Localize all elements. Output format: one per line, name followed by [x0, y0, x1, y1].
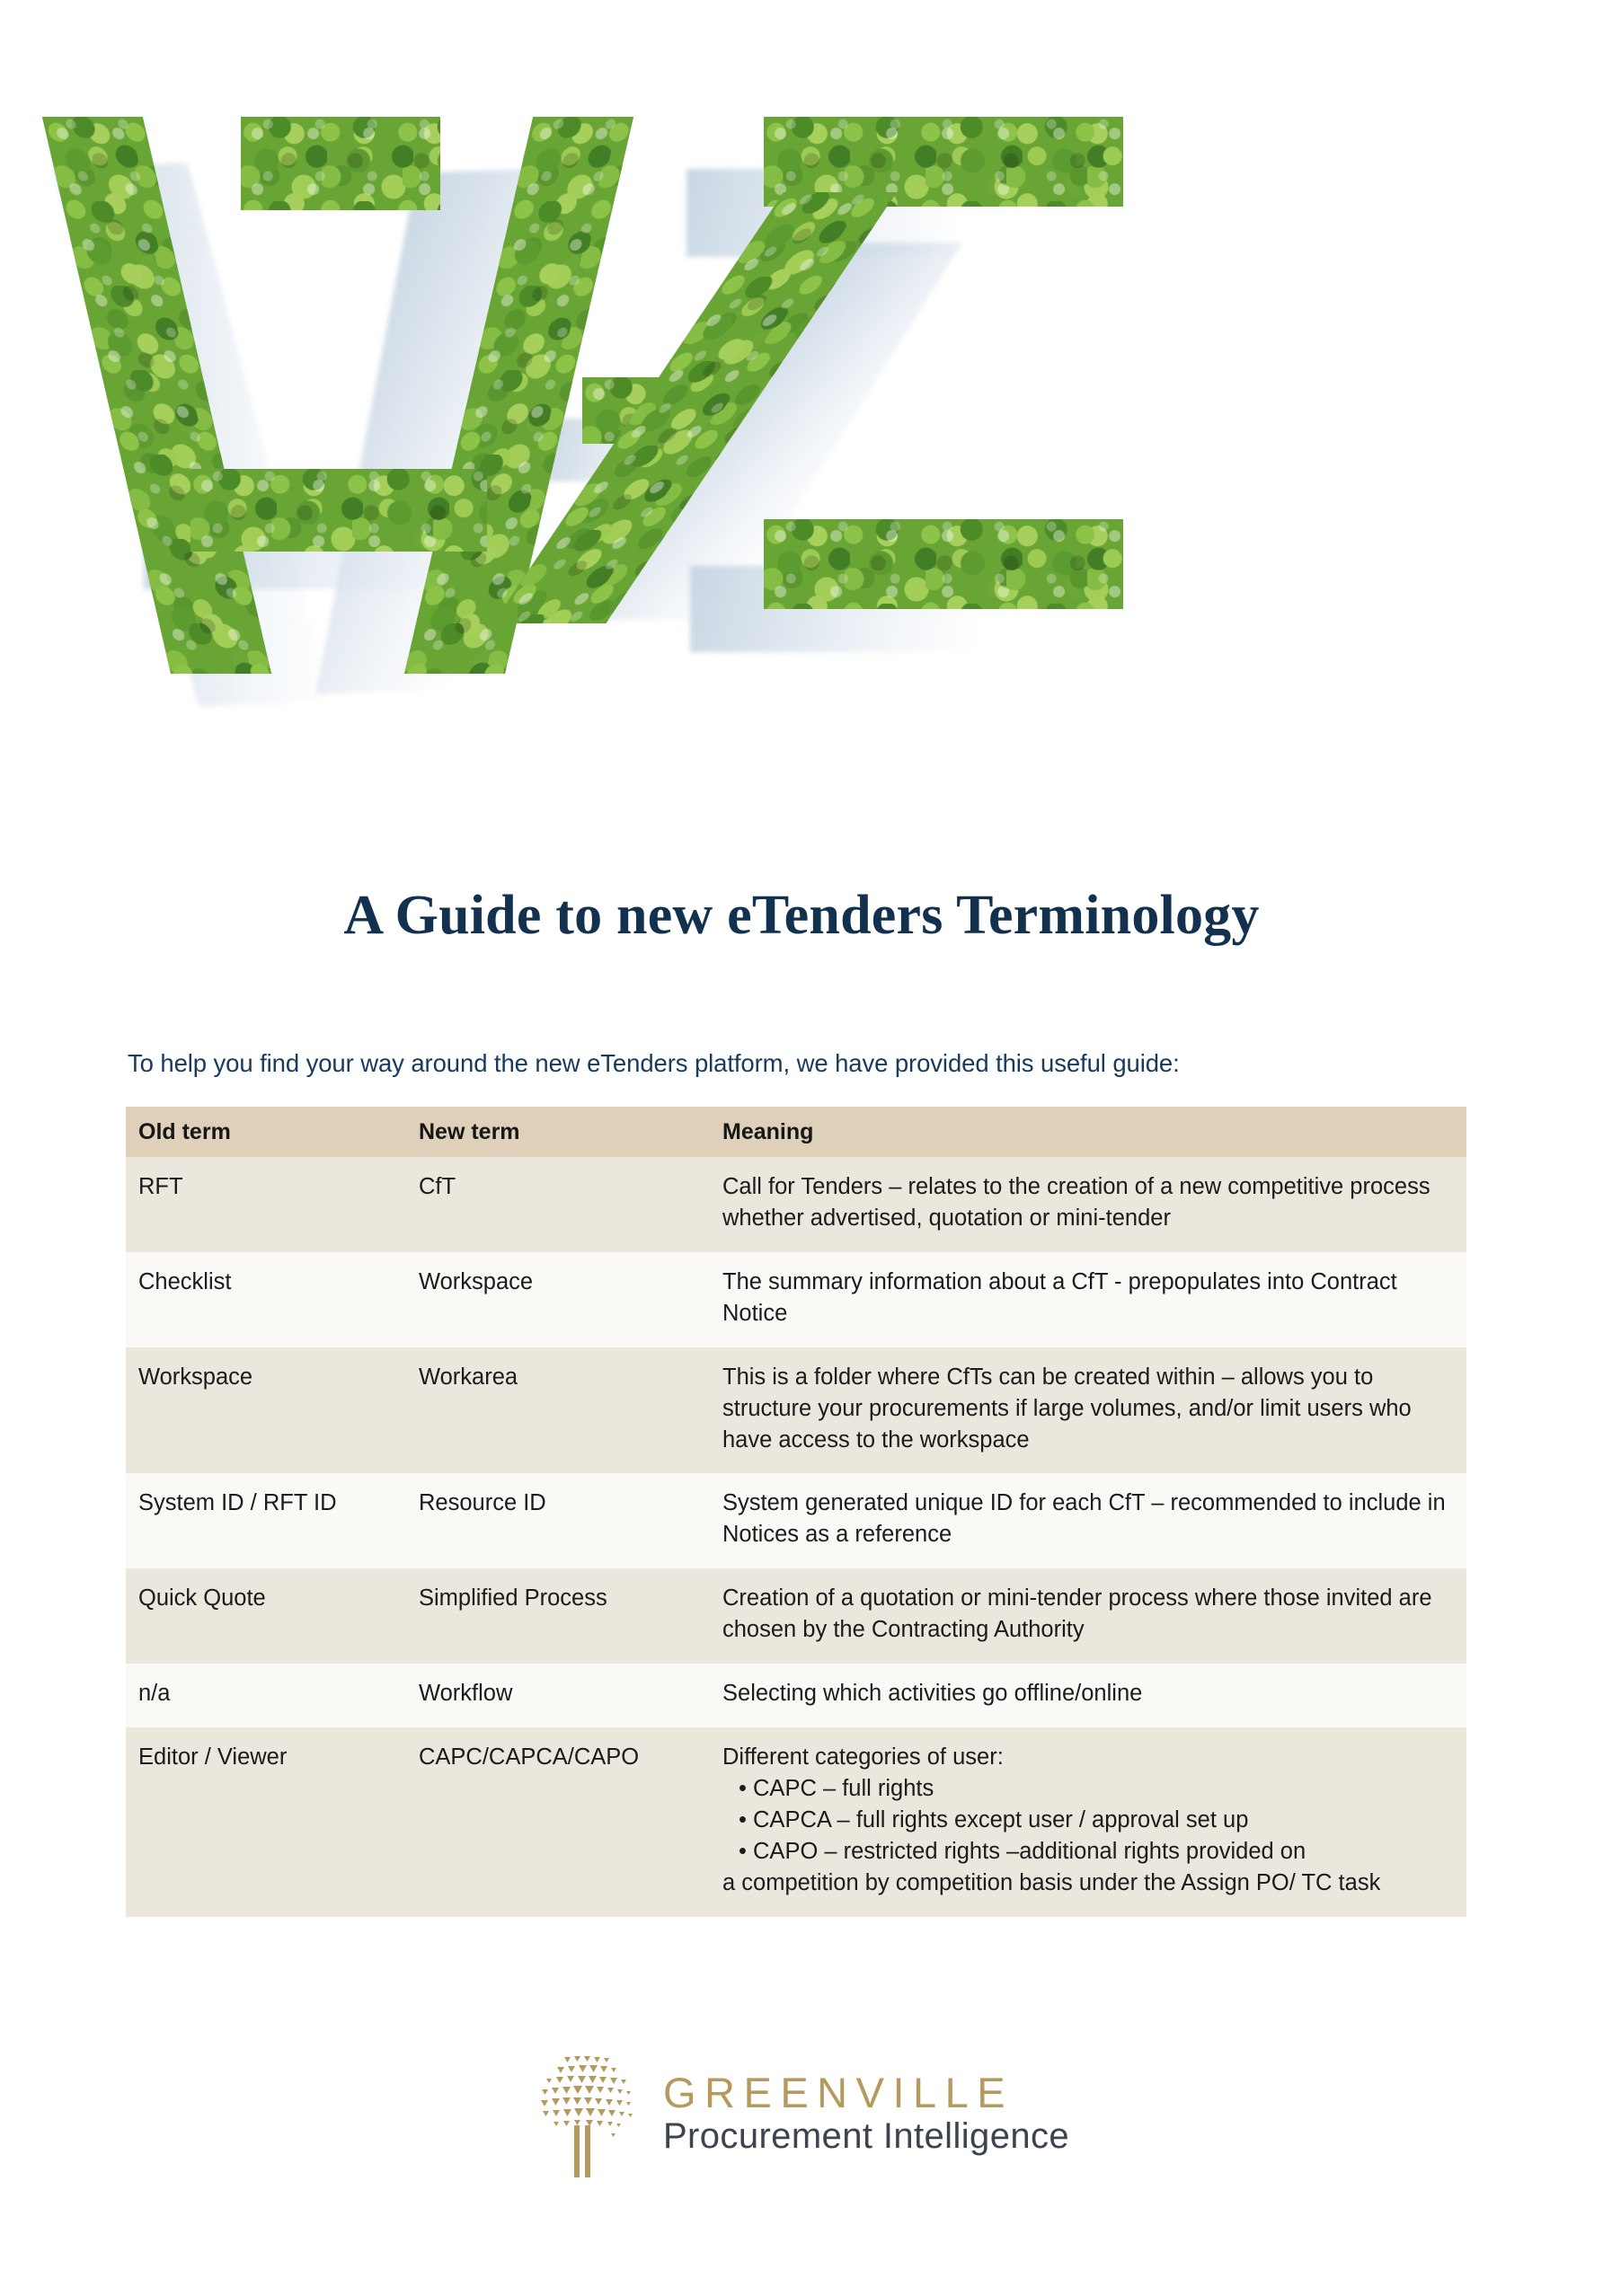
- cell-old-term: Workspace: [126, 1347, 412, 1474]
- table-body: [126, 1157, 1466, 1917]
- cell-meaning: Creation of a quotation or mini-tender process where those invited are chosen by the Contracting Authority: [715, 1568, 1466, 1664]
- cell-new-term: CfT: [412, 1157, 715, 1252]
- cell-old-term: RFT: [126, 1157, 412, 1252]
- cell-new-term: CAPC/CAPCA/CAPO: [412, 1727, 715, 1917]
- terminology-table: [126, 1107, 1466, 1917]
- cell-meaning: The summary information about a CfT - prepopulates into Contract Notice: [715, 1252, 1466, 1347]
- cell-new-term: Workspace: [412, 1252, 715, 1347]
- cell-new-term: Resource ID: [412, 1473, 715, 1568]
- tree-canopy-texture: [764, 519, 1123, 609]
- brand-name: GREENVILLE: [662, 2068, 1014, 2116]
- cell-meaning: Call for Tenders – relates to the creation of a new competitive process whether advertised, quotation or mini-tender: [715, 1157, 1466, 1252]
- list-item: • CAPO – restricted rights –additional rights provided on: [722, 1836, 1447, 1868]
- cell-meaning: Selecting which activities go offline/online: [715, 1664, 1466, 1727]
- cell-new-term: Simplified Process: [412, 1568, 715, 1664]
- column-header-old-term: Old term: [126, 1107, 412, 1157]
- cell-old-term: System ID / RFT ID: [126, 1473, 412, 1568]
- hero-letters: [135, 117, 1483, 799]
- cell-meaning: This is a folder where CfTs can be created within – allows you to structure your procurements if large volumes, and/or limit users who have access to the workspace: [715, 1347, 1466, 1474]
- table-row: [126, 1252, 1466, 1347]
- user-category-list: [722, 1773, 1447, 1868]
- intro-paragraph: To help you find your way around the new eTenders platform, we have provided this useful guide:: [128, 1048, 1180, 1077]
- column-header-meaning: Meaning: [715, 1107, 1466, 1157]
- letter-a-apex: [241, 117, 440, 210]
- table-row: [126, 1727, 1466, 1917]
- meaning-tail: a competition by competition basis under the Assign PO/ TC task: [722, 1869, 1381, 1895]
- cell-meaning: [715, 1727, 1466, 1917]
- cell-new-term: Workarea: [412, 1347, 715, 1474]
- list-item: • CAPC – full rights: [722, 1773, 1447, 1805]
- list-item: • CAPCA – full rights except user / approval set up: [722, 1805, 1447, 1836]
- cell-old-term: Quick Quote: [126, 1568, 412, 1664]
- cell-new-term: Workflow: [412, 1664, 715, 1727]
- tree-icon: [534, 2046, 640, 2181]
- cell-meaning: System generated unique ID for each CfT – recommended to include in Notices as a reference: [715, 1473, 1466, 1568]
- cell-old-term: n/a: [126, 1664, 412, 1727]
- column-header-new-term: New term: [412, 1107, 715, 1157]
- table-row: [126, 1664, 1466, 1727]
- hero-image: [0, 0, 1603, 808]
- table-row: [126, 1347, 1466, 1474]
- meaning-intro: Different categories of user:: [722, 1744, 1004, 1771]
- table-header-row: [126, 1107, 1466, 1157]
- tree-canopy-texture: [190, 469, 487, 552]
- letter-z-bottom-stroke: [764, 519, 1123, 609]
- table-row: [126, 1568, 1466, 1664]
- letter-a-crossbar: [190, 469, 487, 552]
- brand-tagline: Procurement Intelligence: [662, 2115, 1070, 2156]
- page-title: A Guide to new eTenders Terminology: [343, 884, 1260, 946]
- brand-text: [662, 2068, 1070, 2157]
- table-row: [126, 1473, 1466, 1568]
- table-header: [126, 1107, 1466, 1157]
- cell-old-term: Checklist: [126, 1252, 412, 1347]
- footer-logo: [0, 2046, 1603, 2181]
- cell-old-term: Editor / Viewer: [126, 1727, 412, 1917]
- table-row: [126, 1157, 1466, 1252]
- tree-canopy-texture: [241, 117, 440, 210]
